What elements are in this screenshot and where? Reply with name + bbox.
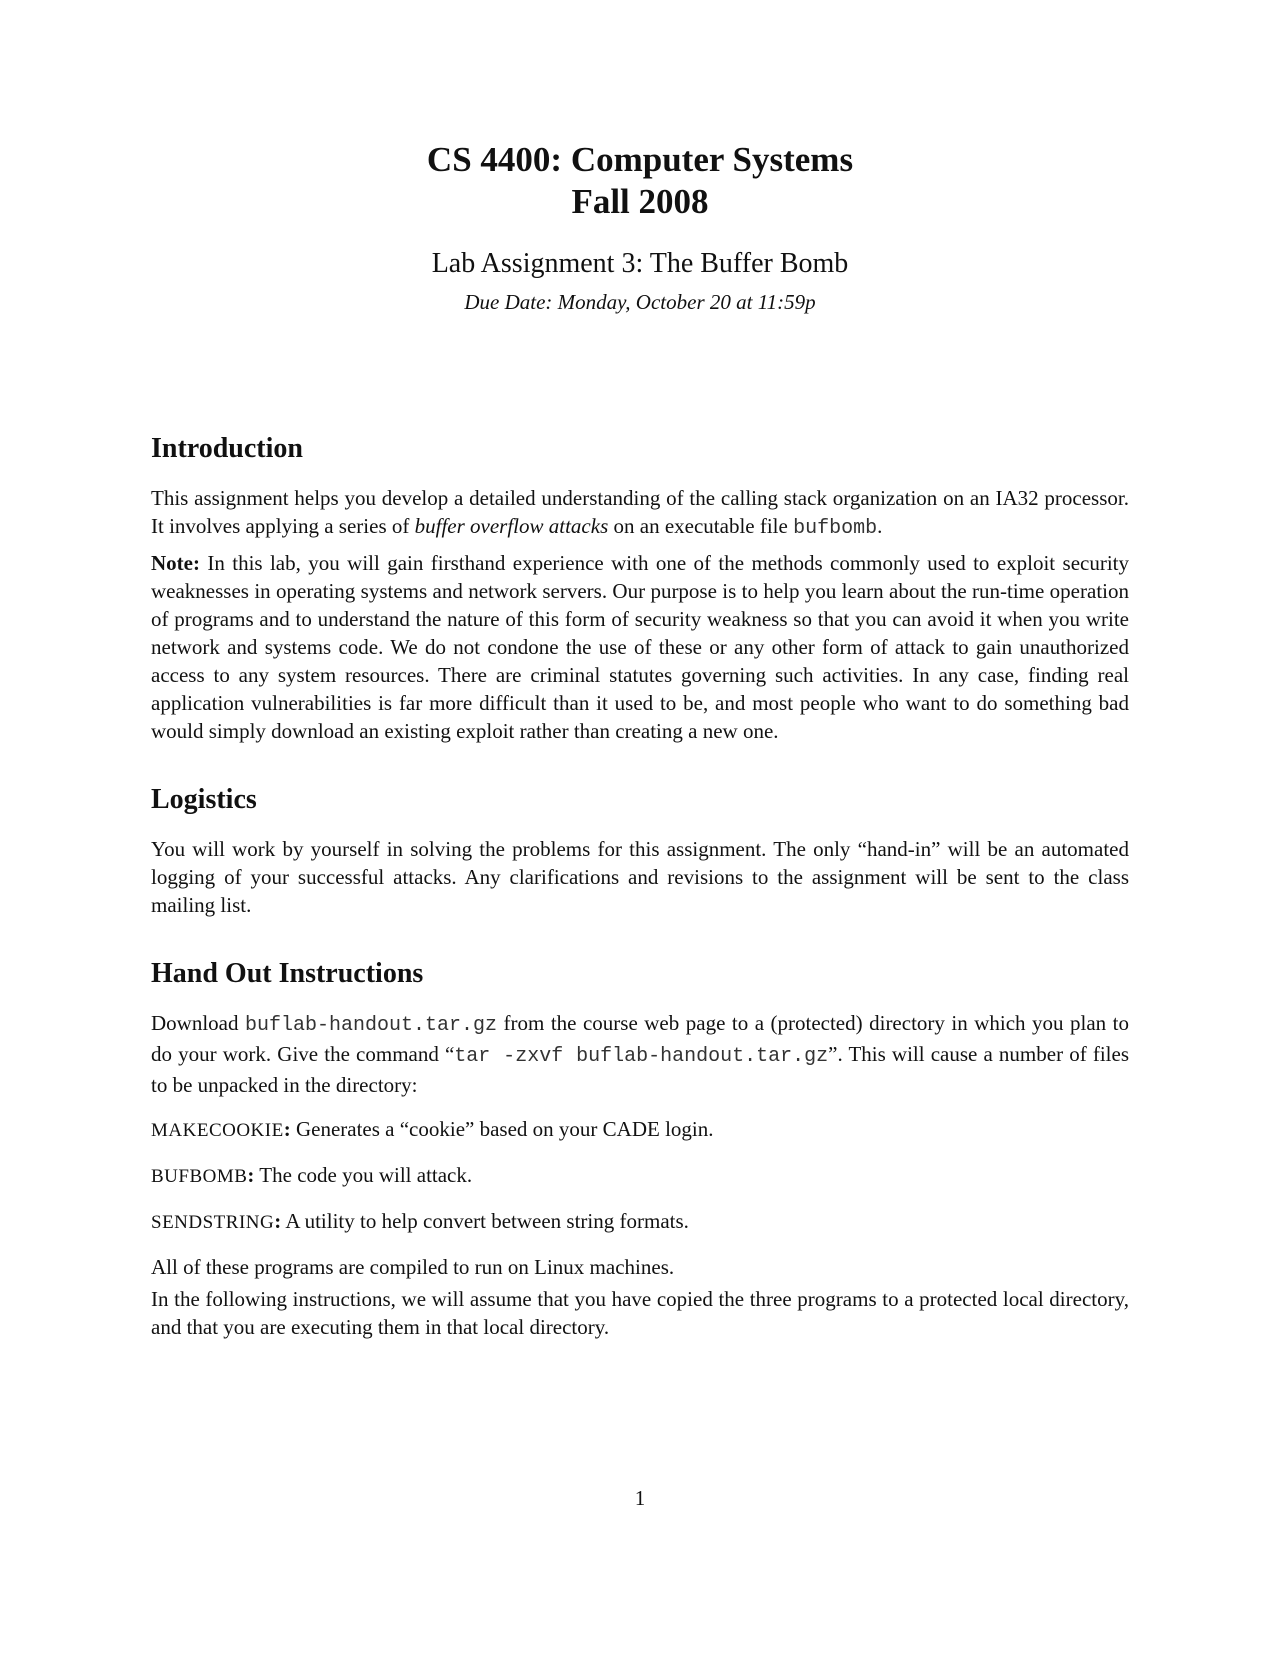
assignment-title: Lab Assignment 3: The Buffer Bomb [431, 248, 849, 279]
logistics-paragraph: You will work by yourself in solving the problems for this assignment. The only “hand-in” will be an automated logging of your successful attacks. Any clarifications and revisions to the assignment will be sent to the class mailing list. [151, 837, 1129, 917]
code-tarball: buflab-handout.tar.gz [244, 1014, 498, 1037]
due-date: Due Date: Monday, October 20 at 11:59p [464, 290, 816, 314]
introduction-paragraph: This assignment helps you develop a detailed understanding of the calling stack organization on an IA32 processor. It involves applying a series of buffer overflow attacks on an executable file bufbomb. [151, 486, 1129, 540]
logistics-heading: Logistics [151, 784, 257, 815]
page-number: 1 [634, 1486, 646, 1510]
content-body [151, 432, 1129, 1341]
file-item-sendstring: SENDSTRING: A utility to help convert between string formats. [151, 1209, 689, 1233]
handout-paragraph: Download buflab-handout.tar.gz from the course web page to a (protected) directory in which you plan to do your work. Give the command “tar -zxvf buflab-handout.tar.gz”. This will cause a number of files to be unpacked in the directory: [151, 1011, 1129, 1097]
file-item-makecookie: MAKECOOKIE: Generates a “cookie” based on your CADE login. [151, 1117, 714, 1141]
handout-heading: Hand Out Instructions [151, 958, 424, 989]
term-title: Fall 2008 [571, 182, 709, 221]
emphasis-buffer-overflow: buffer overflow attacks [414, 514, 609, 538]
linux-note: All of these programs are compiled to run on Linux machines. [151, 1255, 675, 1279]
note-paragraph: Note: In this lab, you will gain firsthand experience with one of the methods commonly used to exploit security weaknesses in operating systems and network servers. Our purpose is to help you learn about the run-time operation of programs and to understand the nature of this form of security weakness so that you can avoid it when you write network and systems code. We do not condone the use of these or any other form of attack to gain unauthorized access to any system resources. There are criminal statutes governing such activities. In any case, finding real application vulnerabilities is far more difficult than it used to be, and most people who want to do something bad would simply download an existing exploit rather than creating a new one. [151, 551, 1129, 743]
code-tar-command: tar -zxvf buflab-handout.tar.gz [454, 1045, 829, 1068]
note-label: Note: [151, 551, 200, 575]
introduction-heading: Introduction [151, 433, 303, 464]
final-paragraph: In the following instructions, we will assume that you have copied the three programs to a protected local directory, and that you are executing them in that local directory. [151, 1287, 1129, 1339]
code-bufbomb: bufbomb [793, 517, 878, 540]
course-title: CS 4400: Computer Systems [426, 140, 854, 179]
file-item-bufbomb: BUFBOMB: The code you will attack. [151, 1163, 473, 1187]
